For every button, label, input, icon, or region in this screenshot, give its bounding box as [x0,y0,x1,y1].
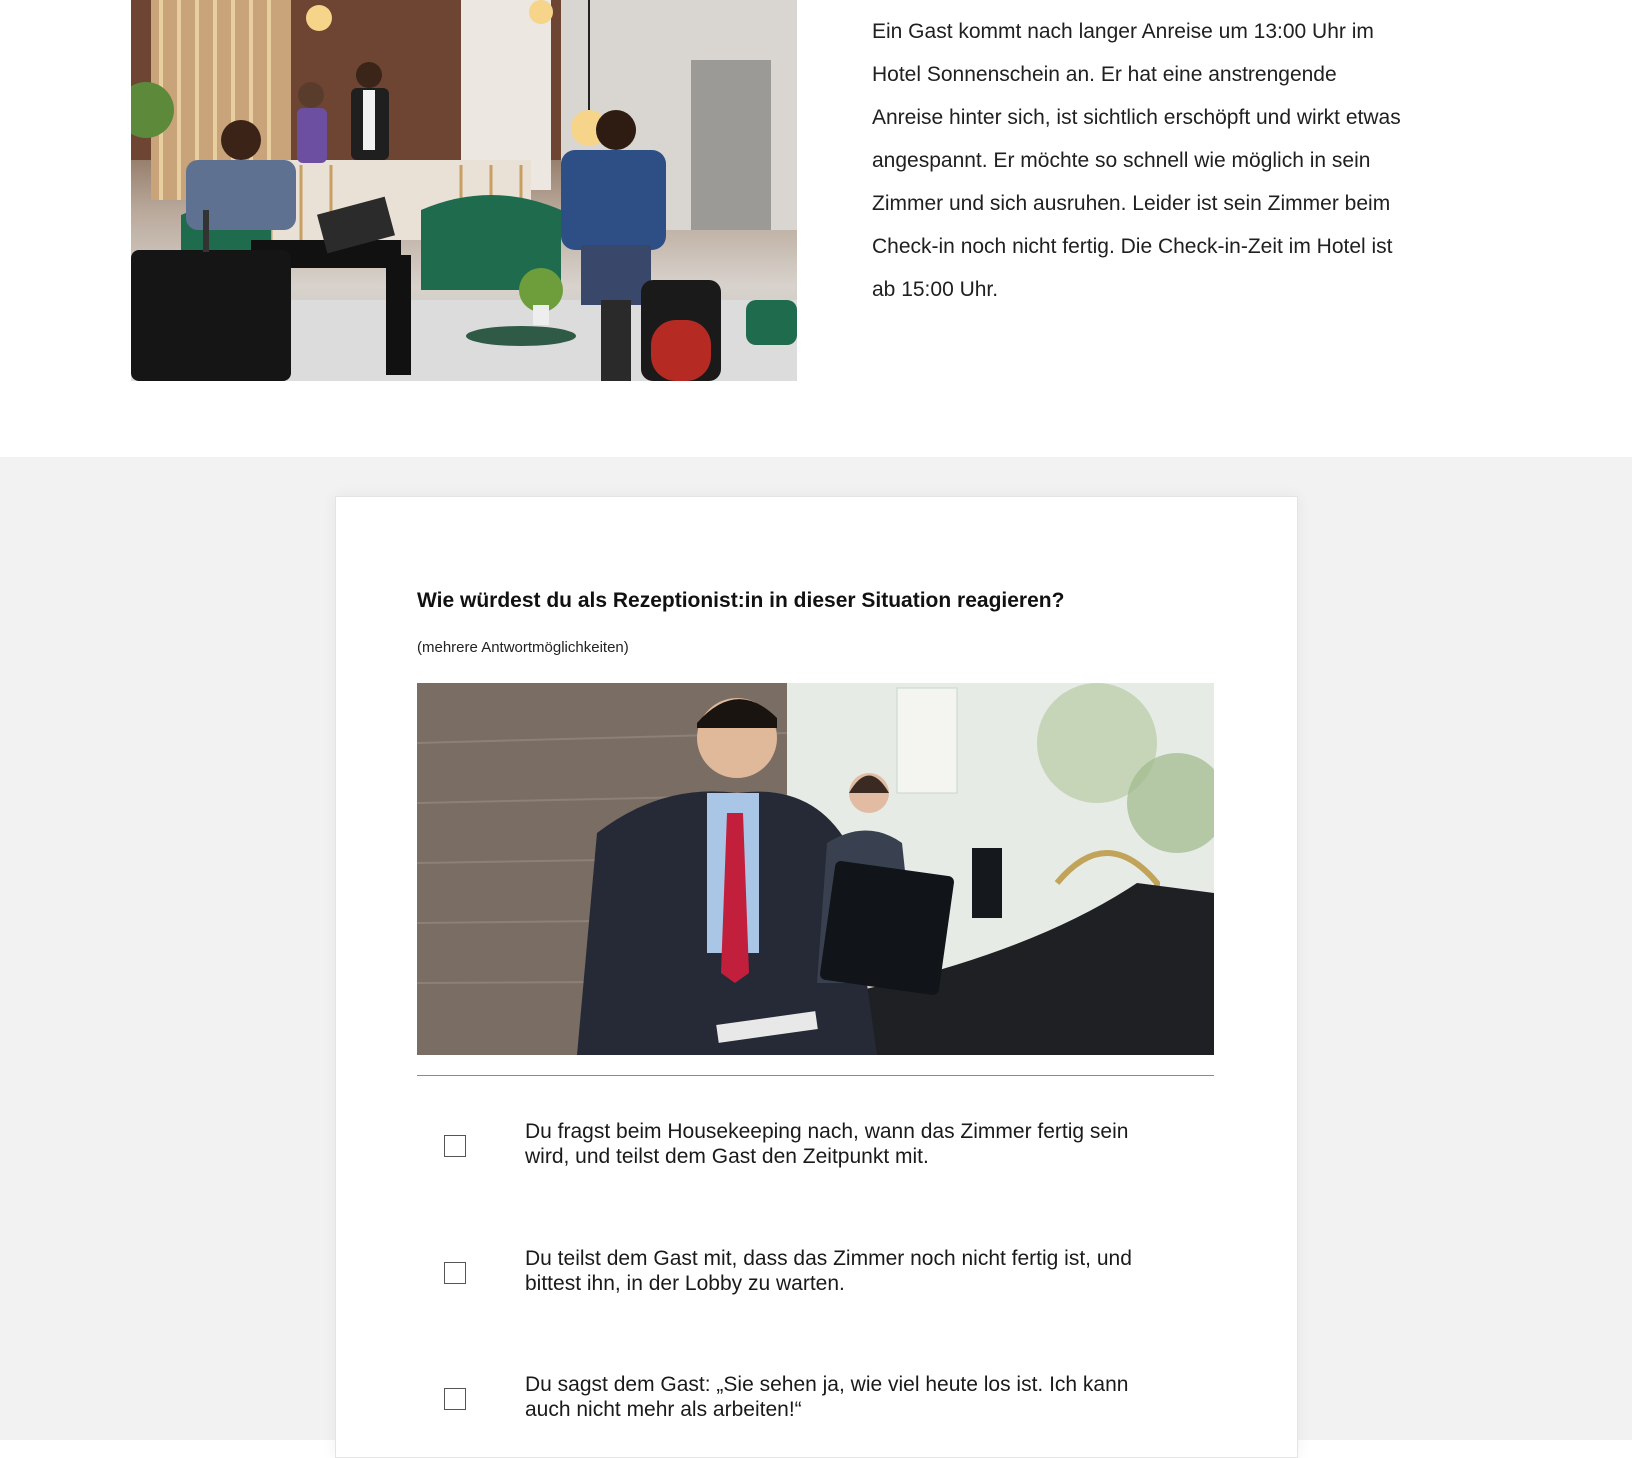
answer-option-3[interactable] [417,1372,1214,1442]
answer-option-label: Du fragst beim Housekeeping nach, wann das Zimmer fertig sein wird, und teilst dem Gast den Zeitpunkt mit. [525,1120,1129,1168]
checkbox[interactable] [444,1135,466,1157]
intro-section [0,0,1632,456]
hotel-lobby-illustration [131,0,797,381]
reception-desk-photo [417,683,1214,1055]
answer-option-2[interactable] [417,1246,1214,1316]
answer-option-label: Du sagst dem Gast: „Sie sehen ja, wie viel heute los ist. Ich kann auch nicht mehr als arbeiten!“ [525,1373,1129,1421]
checkbox[interactable] [444,1262,466,1284]
checkbox[interactable] [444,1388,466,1410]
quiz-card [335,496,1298,1458]
content-divider [417,1075,1214,1076]
question-title: Wie würdest du als Rezeptionist:in in dieser Situation reagieren? [417,589,1065,612]
question-hint: (mehrere Antwortmöglichkeiten) [417,639,629,656]
reception-desk-illustration [417,683,1214,1055]
answer-option-1[interactable] [417,1119,1214,1189]
hotel-lobby-photo [131,0,797,381]
answer-option-label: Du teilst dem Gast mit, dass das Zimmer noch nicht fertig ist, und bittest ihn, in der Lobby zu warten. [525,1247,1132,1295]
scenario-text: Ein Gast kommt nach langer Anreise um 13:00 Uhr im Hotel Sonnenschein an. Er hat eine anstrengende Anreise hinter sich, ist sichtlich erschöpft und wirkt etwas angespannt. Er möchte so schnell wie möglich in sein Zimmer und sich ausruhen. Leider ist sein Zimmer beim Check-in noch nicht fertig. Die Check-in-Zeit im Hotel ist ab 15:00 Uhr. [872,20,1401,301]
